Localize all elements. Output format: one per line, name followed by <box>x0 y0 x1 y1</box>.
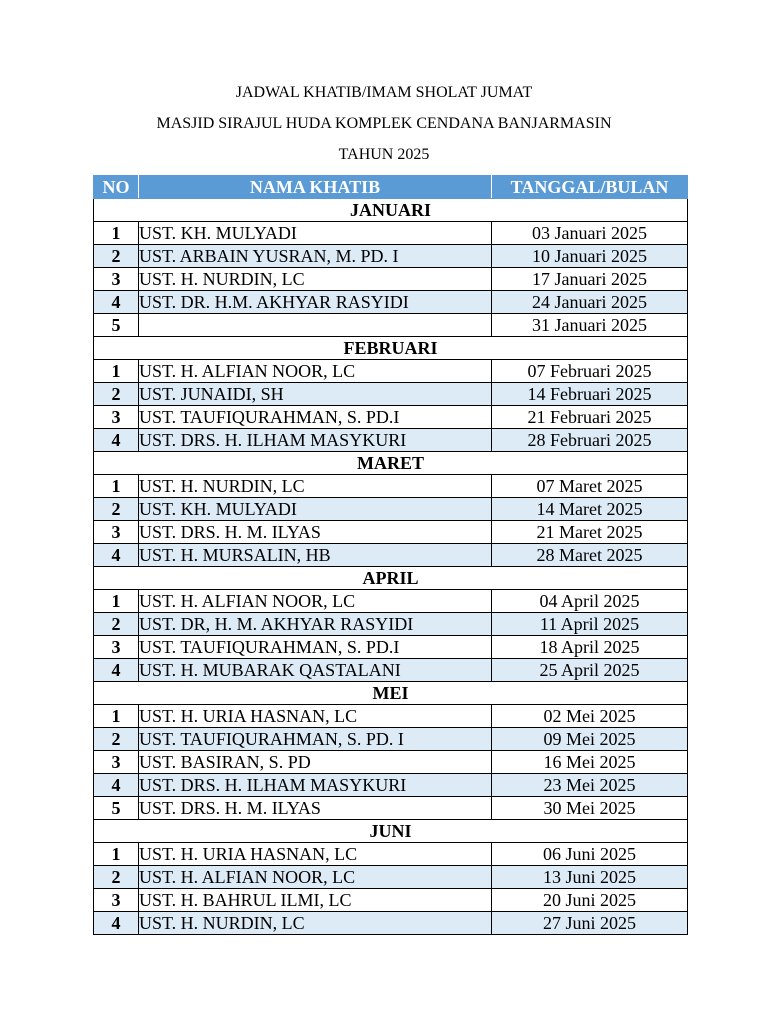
column-header-no: NO <box>94 176 139 199</box>
table-row <box>94 314 688 337</box>
title-line-3: TAHUN 2025 <box>338 146 430 163</box>
friday-date: 03 Januari 2025 <box>492 222 688 245</box>
khatib-name: UST. ARBAIN YUSRAN, M. PD. I <box>139 245 492 268</box>
row-number: 3 <box>94 268 139 291</box>
table-row <box>94 774 688 797</box>
friday-date: 27 Juni 2025 <box>492 912 688 935</box>
khatib-name: UST. DRS. H. M. ILYAS <box>139 797 492 820</box>
row-number: 4 <box>94 912 139 935</box>
month-row <box>94 452 688 475</box>
table-row <box>94 889 688 912</box>
khatib-name: UST. H. ALFIAN NOOR, LC <box>139 360 492 383</box>
table-row <box>94 866 688 889</box>
friday-date: 16 Mei 2025 <box>492 751 688 774</box>
column-header-name: NAMA KHATIB <box>139 176 492 199</box>
month-row <box>94 567 688 590</box>
table-row <box>94 636 688 659</box>
friday-date: 28 Maret 2025 <box>492 544 688 567</box>
friday-date: 23 Mei 2025 <box>492 774 688 797</box>
month-row <box>94 682 688 705</box>
khatib-name: UST. DRS. H. M. ILYAS <box>139 521 492 544</box>
table-row <box>94 268 688 291</box>
friday-date: 30 Mei 2025 <box>492 797 688 820</box>
friday-date: 04 April 2025 <box>492 590 688 613</box>
khatib-name: UST. TAUFIQURAHMAN, S. PD.I <box>139 636 492 659</box>
table-row <box>94 498 688 521</box>
friday-date: 21 Februari 2025 <box>492 406 688 429</box>
table-row <box>94 383 688 406</box>
khatib-name: UST. DR, H. M. AKHYAR RASYIDI <box>139 613 492 636</box>
table-row <box>94 245 688 268</box>
friday-date: 17 Januari 2025 <box>492 268 688 291</box>
row-number: 1 <box>94 222 139 245</box>
month-row <box>94 820 688 843</box>
table-row <box>94 291 688 314</box>
month-row <box>94 337 688 360</box>
row-number: 1 <box>94 843 139 866</box>
khatib-name: UST. DR. H.M. AKHYAR RASYIDI <box>139 291 492 314</box>
friday-date: 13 Juni 2025 <box>492 866 688 889</box>
row-number: 1 <box>94 475 139 498</box>
row-number: 3 <box>94 751 139 774</box>
khatib-name: UST. KH. MULYADI <box>139 222 492 245</box>
friday-date: 24 Januari 2025 <box>492 291 688 314</box>
row-number: 1 <box>94 590 139 613</box>
row-number: 2 <box>94 498 139 521</box>
month-label: APRIL <box>94 567 688 590</box>
table-row <box>94 705 688 728</box>
row-number: 3 <box>94 889 139 912</box>
friday-date: 11 April 2025 <box>492 613 688 636</box>
khatib-name <box>139 314 492 337</box>
month-label: JUNI <box>94 820 688 843</box>
khatib-name: UST. H. ALFIAN NOOR, LC <box>139 590 492 613</box>
table-row <box>94 797 688 820</box>
friday-date: 07 Februari 2025 <box>492 360 688 383</box>
khatib-name: UST. KH. MULYADI <box>139 498 492 521</box>
column-header-date: TANGGAL/BULAN <box>492 176 688 199</box>
friday-date: 14 Maret 2025 <box>492 498 688 521</box>
khatib-name: UST. JUNAIDI, SH <box>139 383 492 406</box>
table-row <box>94 912 688 935</box>
title-line-2: MASJID SIRAJUL HUDA KOMPLEK CENDANA BANJARMASIN <box>156 115 612 132</box>
friday-date: 06 Juni 2025 <box>492 843 688 866</box>
row-number: 4 <box>94 659 139 682</box>
row-number: 5 <box>94 314 139 337</box>
khatib-name: UST. H. ALFIAN NOOR, LC <box>139 866 492 889</box>
khatib-name: UST. DRS. H. ILHAM MASYKURI <box>139 774 492 797</box>
table-row <box>94 521 688 544</box>
khatib-name: UST. H. BAHRUL ILMI, LC <box>139 889 492 912</box>
table-row <box>94 222 688 245</box>
friday-date: 09 Mei 2025 <box>492 728 688 751</box>
khatib-name: UST. BASIRAN, S. PD <box>139 751 492 774</box>
table-row <box>94 360 688 383</box>
table-row <box>94 406 688 429</box>
row-number: 3 <box>94 521 139 544</box>
friday-date: 02 Mei 2025 <box>492 705 688 728</box>
title-line-1: JADWAL KHATIB/IMAM SHOLAT JUMAT <box>235 84 533 101</box>
khatib-name: UST. TAUFIQURAHMAN, S. PD.I <box>139 406 492 429</box>
friday-date: 18 April 2025 <box>492 636 688 659</box>
table-header-row <box>94 176 688 199</box>
row-number: 2 <box>94 613 139 636</box>
table-row <box>94 429 688 452</box>
friday-date: 28 Februari 2025 <box>492 429 688 452</box>
month-row <box>94 199 688 222</box>
row-number: 4 <box>94 544 139 567</box>
khatib-name: UST. H. URIA HASNAN, LC <box>139 843 492 866</box>
khatib-name: UST. H. NURDIN, LC <box>139 268 492 291</box>
friday-date: 10 Januari 2025 <box>492 245 688 268</box>
schedule-body <box>94 199 688 935</box>
row-number: 3 <box>94 636 139 659</box>
khatib-name: UST. DRS. H. ILHAM MASYKURI <box>139 429 492 452</box>
khatib-name: UST. H. NURDIN, LC <box>139 912 492 935</box>
table-row <box>94 590 688 613</box>
row-number: 4 <box>94 429 139 452</box>
khatib-name: UST. H. MURSALIN, HB <box>139 544 492 567</box>
table-row <box>94 544 688 567</box>
row-number: 3 <box>94 406 139 429</box>
friday-date: 31 Januari 2025 <box>492 314 688 337</box>
table-row <box>94 728 688 751</box>
khatib-name: UST. H. MUBARAK QASTALANI <box>139 659 492 682</box>
table-row <box>94 751 688 774</box>
friday-date: 21 Maret 2025 <box>492 521 688 544</box>
khatib-name: UST. TAUFIQURAHMAN, S. PD. I <box>139 728 492 751</box>
friday-date: 14 Februari 2025 <box>492 383 688 406</box>
khatib-name: UST. H. URIA HASNAN, LC <box>139 705 492 728</box>
row-number: 5 <box>94 797 139 820</box>
table-row <box>94 475 688 498</box>
month-label: JANUARI <box>94 199 688 222</box>
row-number: 1 <box>94 360 139 383</box>
table-row <box>94 613 688 636</box>
friday-date: 07 Maret 2025 <box>492 475 688 498</box>
table-row <box>94 659 688 682</box>
row-number: 4 <box>94 291 139 314</box>
month-label: MARET <box>94 452 688 475</box>
schedule-table <box>93 175 688 935</box>
row-number: 2 <box>94 728 139 751</box>
row-number: 2 <box>94 383 139 406</box>
friday-date: 20 Juni 2025 <box>492 889 688 912</box>
row-number: 2 <box>94 866 139 889</box>
row-number: 2 <box>94 245 139 268</box>
row-number: 1 <box>94 705 139 728</box>
table-row <box>94 843 688 866</box>
khatib-name: UST. H. NURDIN, LC <box>139 475 492 498</box>
month-label: MEI <box>94 682 688 705</box>
month-label: FEBRUARI <box>94 337 688 360</box>
friday-date: 25 April 2025 <box>492 659 688 682</box>
row-number: 4 <box>94 774 139 797</box>
